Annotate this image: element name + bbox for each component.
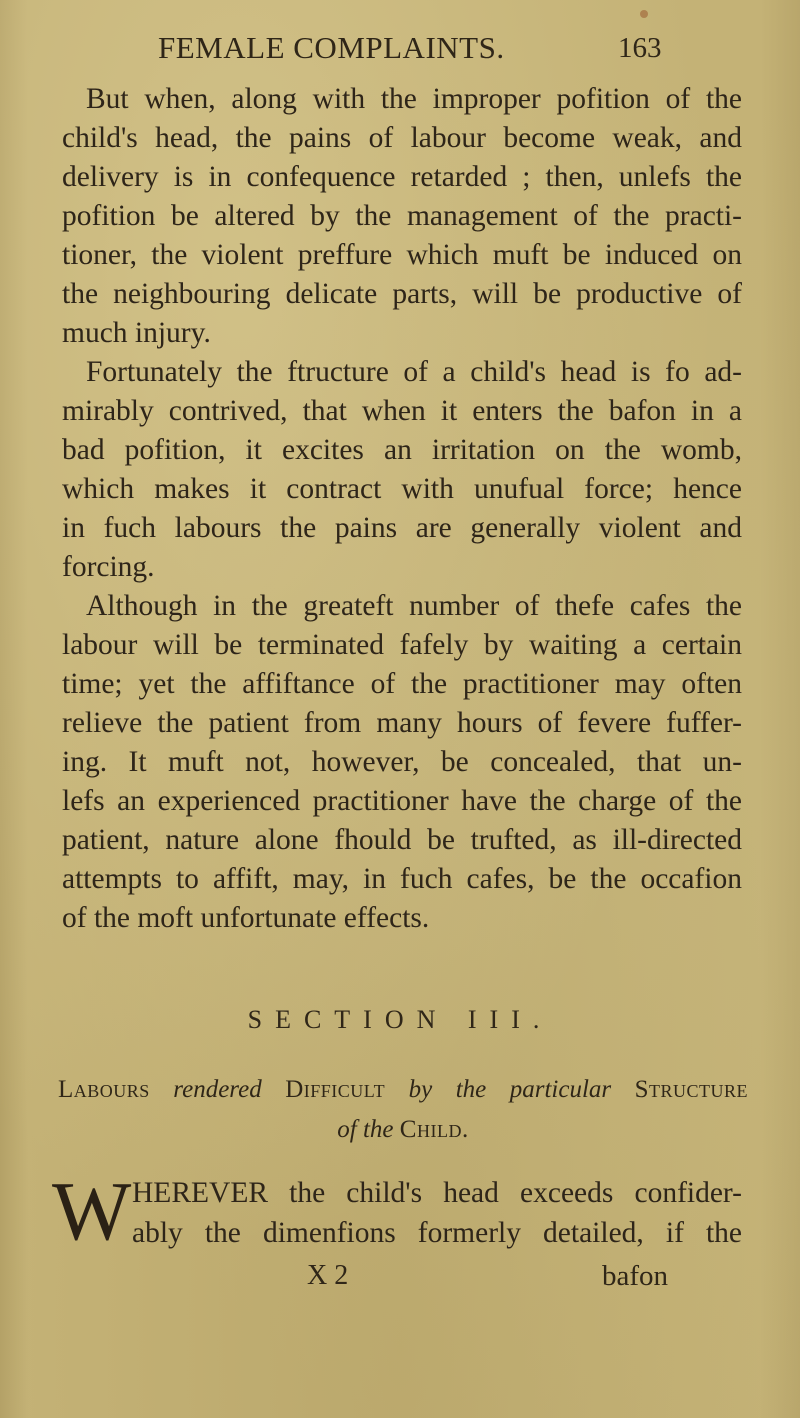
text-line: mirably contrived, that when it enters the bafon in a [62,395,742,427]
subtitle-child: Child. [399,1116,469,1143]
text-line: relieve the patient from many hours of fevere fuffer- [62,707,742,739]
text-line: lefs an experienced practitioner have the charge of the [62,785,742,817]
text-line: time; yet the affiftance of the practitioner may often [62,668,742,700]
text-line: pofition be altered by the management of the practi- [62,200,742,232]
text-line: in fuch labours the pains are generally violent and [62,512,742,544]
subtitle-by-the-particular: by the particular [408,1076,612,1103]
subtitle-difficult: Difficult [285,1076,386,1103]
text-line: HEREVER the child's head exceeds confider- [132,1177,742,1209]
text-line: bad pofition, it excites an irritation on the womb, [62,434,742,466]
text-line: much injury. [62,317,211,349]
text-line: patient, nature alone fhould be trufted, as ill-directed [62,824,742,856]
section-subtitle-line-2 [58,1116,748,1144]
running-title: FEMALE COMPLAINTS. [158,30,505,65]
text-line: ably the dimenfions formerly detailed, if the [132,1217,742,1249]
text-line: attempts to affift, may, in fuch cafes, be the occafion [62,863,742,895]
text-line: Fortunately the ftructure of a child's head is fo ad- [86,356,742,388]
subtitle-labours: Labours [58,1076,150,1103]
text-line: labour will be terminated fafely by waiting a certain [62,629,742,661]
paper-stain [640,10,648,18]
text-line: the neighbouring delicate parts, will be productive of [62,278,742,310]
signature-mark: X 2 [307,1260,349,1291]
body-text [62,80,742,938]
text-line: tioner, the violent preffure which muft be induced on [62,239,742,271]
subtitle-structure: Structure [634,1076,749,1103]
subtitle-of-the: of the [337,1116,394,1143]
section-subtitle-line-1 [58,1076,748,1104]
text-line: ing. It muft not, however, be concealed, that un- [62,746,742,778]
text-line: which makes it contract with unufual force; hence [62,473,742,505]
catchword: bafon [602,1260,669,1292]
page-number: 163 [618,32,662,64]
subtitle-rendered: rendered [173,1076,262,1103]
text-line: of the moft unfortunate effects. [62,902,430,934]
text-line: delivery is in confequence retarded ; then, unlefs the [62,161,742,193]
text-line: forcing. [62,551,155,583]
text-line: But when, along with the improper pofition of the [86,83,742,115]
section-heading: SECTION III. [247,1005,553,1034]
drop-cap: W [52,1165,132,1258]
text-line: child's head, the pains of labour become weak, and [62,122,742,154]
running-head [158,30,678,70]
text-line: Although in the greateft number of thefe cafes the [86,590,742,622]
